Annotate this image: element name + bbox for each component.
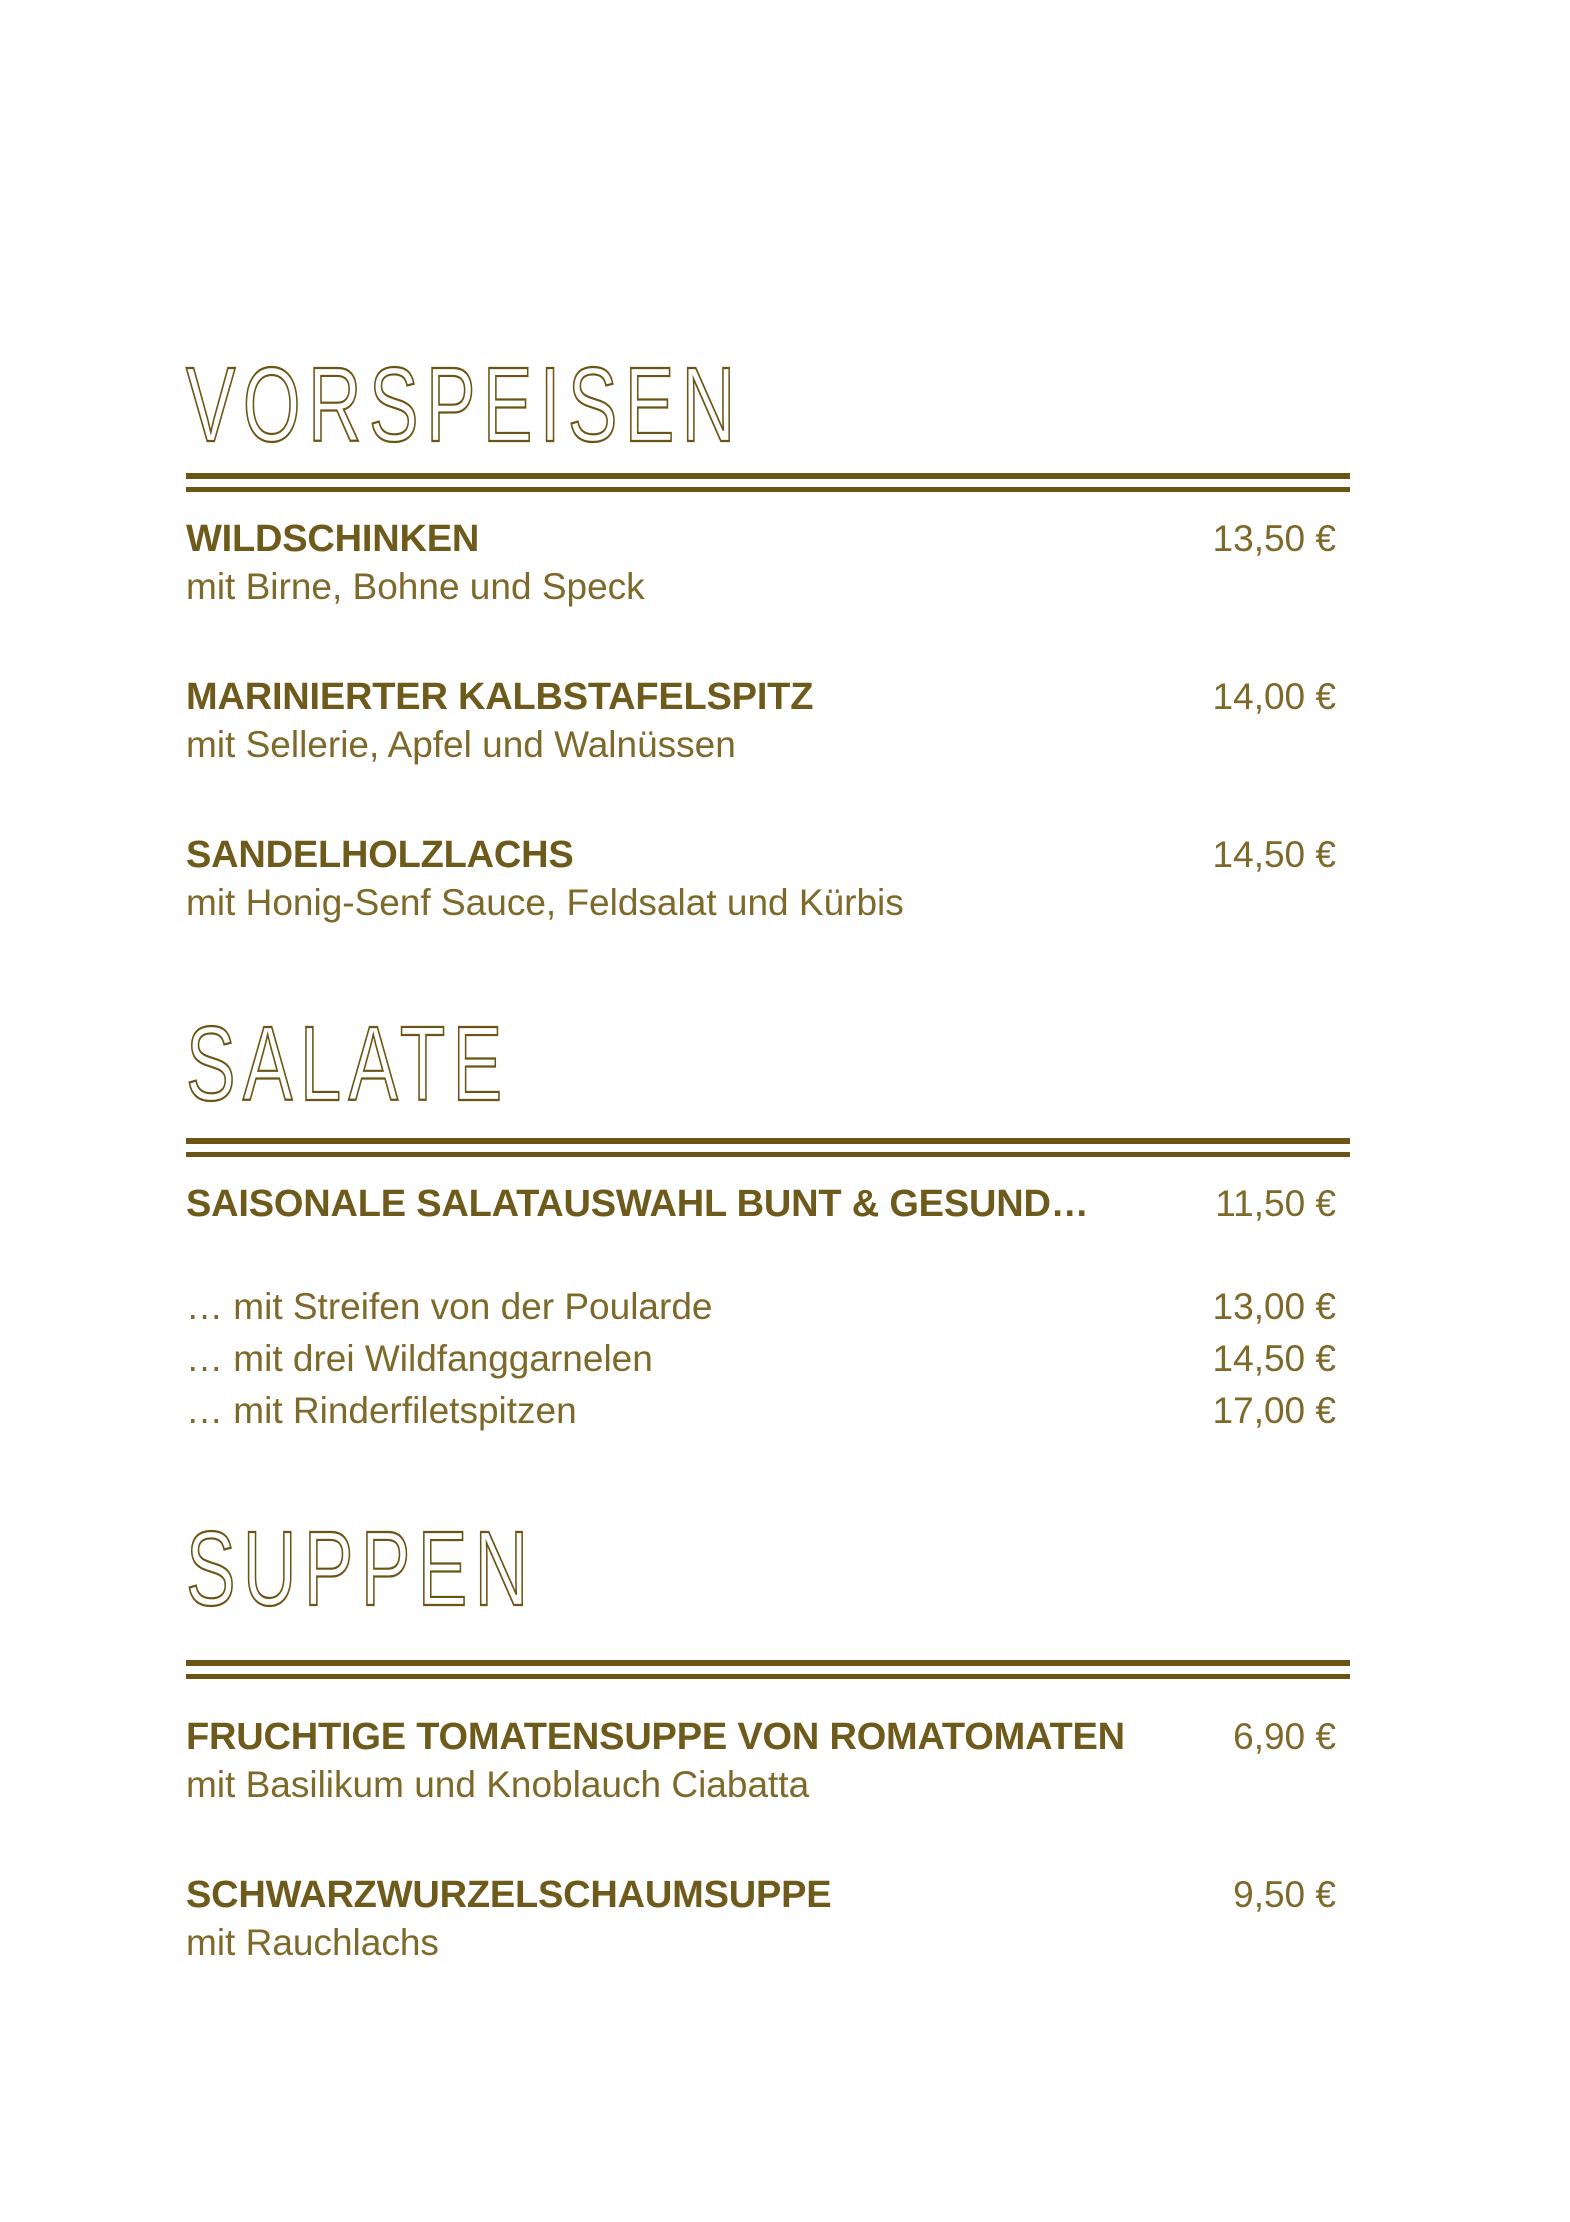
dish-description: mit Birne, Bohne und Speck: [186, 566, 645, 607]
dish-name: MARINIERTER KALBSTAFELSPITZ: [186, 676, 814, 718]
section-rule-suppen: [186, 1660, 1350, 1679]
item-row: [186, 1180, 1350, 1228]
section-rule-salate: [186, 1138, 1350, 1157]
section-vorspeisen: [186, 346, 1350, 927]
dish-name: FRUCHTIGE TOMATENSUPPE VON ROMATOMATEN: [186, 1716, 1125, 1758]
variant-row-rinderfiletspitzen: [186, 1385, 1350, 1437]
menu-item-salatauswahl: [186, 1180, 1350, 1228]
variant-row-poularde: [186, 1281, 1350, 1333]
dish-description: mit Sellerie, Apfel und Walnüssen: [186, 724, 736, 765]
item-row: [186, 1713, 1350, 1761]
section-title-vorspeisen: VORSPEISEN: [186, 346, 743, 464]
section-suppen: [186, 1510, 1350, 1967]
item-row: [186, 831, 1350, 879]
dish-price: 11,50 €: [1215, 1183, 1336, 1224]
variant-label: … mit drei Wildfanggarnelen: [186, 1338, 653, 1379]
menu-item-kalbstafelspitz: [186, 673, 1350, 769]
menu-item-wildschinken: [186, 515, 1350, 611]
variant-row-wildfanggarnelen: [186, 1333, 1350, 1385]
item-row: [186, 515, 1350, 563]
variant-label: … mit Streifen von der Poularde: [186, 1286, 713, 1327]
section-title-suppen: SUPPEN: [186, 1510, 536, 1628]
dish-name: SANDELHOLZLACHS: [186, 834, 574, 876]
dish-price: 14,50 €: [1212, 834, 1336, 875]
dish-price: 9,50 €: [1233, 1874, 1336, 1915]
item-row: [186, 1871, 1350, 1919]
dish-description: mit Honig-Senf Sauce, Feldsalat und Kürbis: [186, 882, 904, 923]
menu-item-tomatensuppe: [186, 1713, 1350, 1809]
section-rule-vorspeisen: [186, 473, 1350, 492]
dish-price: 13,50 €: [1212, 518, 1336, 559]
dish-description: mit Basilikum und Knoblauch Ciabatta: [186, 1764, 810, 1805]
dish-name: WILDSCHINKEN: [186, 518, 480, 560]
variant-price: 14,50 €: [1212, 1338, 1336, 1379]
salad-variant-list: [186, 1281, 1350, 1437]
dish-name: SAISONALE SALATAUSWAHL BUNT & GESUND…: [186, 1183, 1089, 1225]
dish-description: mit Rauchlachs: [186, 1922, 439, 1963]
menu-item-sandelholzlachs: [186, 831, 1350, 927]
variant-label: … mit Rinderfiletspitzen: [186, 1390, 577, 1431]
dish-price: 14,00 €: [1212, 676, 1336, 717]
section-title-salate: SALATE: [186, 1005, 510, 1123]
section-salate: [186, 1005, 1350, 1437]
variant-price: 13,00 €: [1212, 1286, 1336, 1327]
variant-price: 17,00 €: [1212, 1390, 1336, 1431]
menu-content: [186, 0, 1350, 1967]
item-row: [186, 673, 1350, 721]
dish-name: SCHWARZWURZELSCHAUMSUPPE: [186, 1874, 832, 1916]
dish-price: 6,90 €: [1233, 1716, 1336, 1757]
menu-item-schwarzwurzelschaumsuppe: [186, 1871, 1350, 1967]
